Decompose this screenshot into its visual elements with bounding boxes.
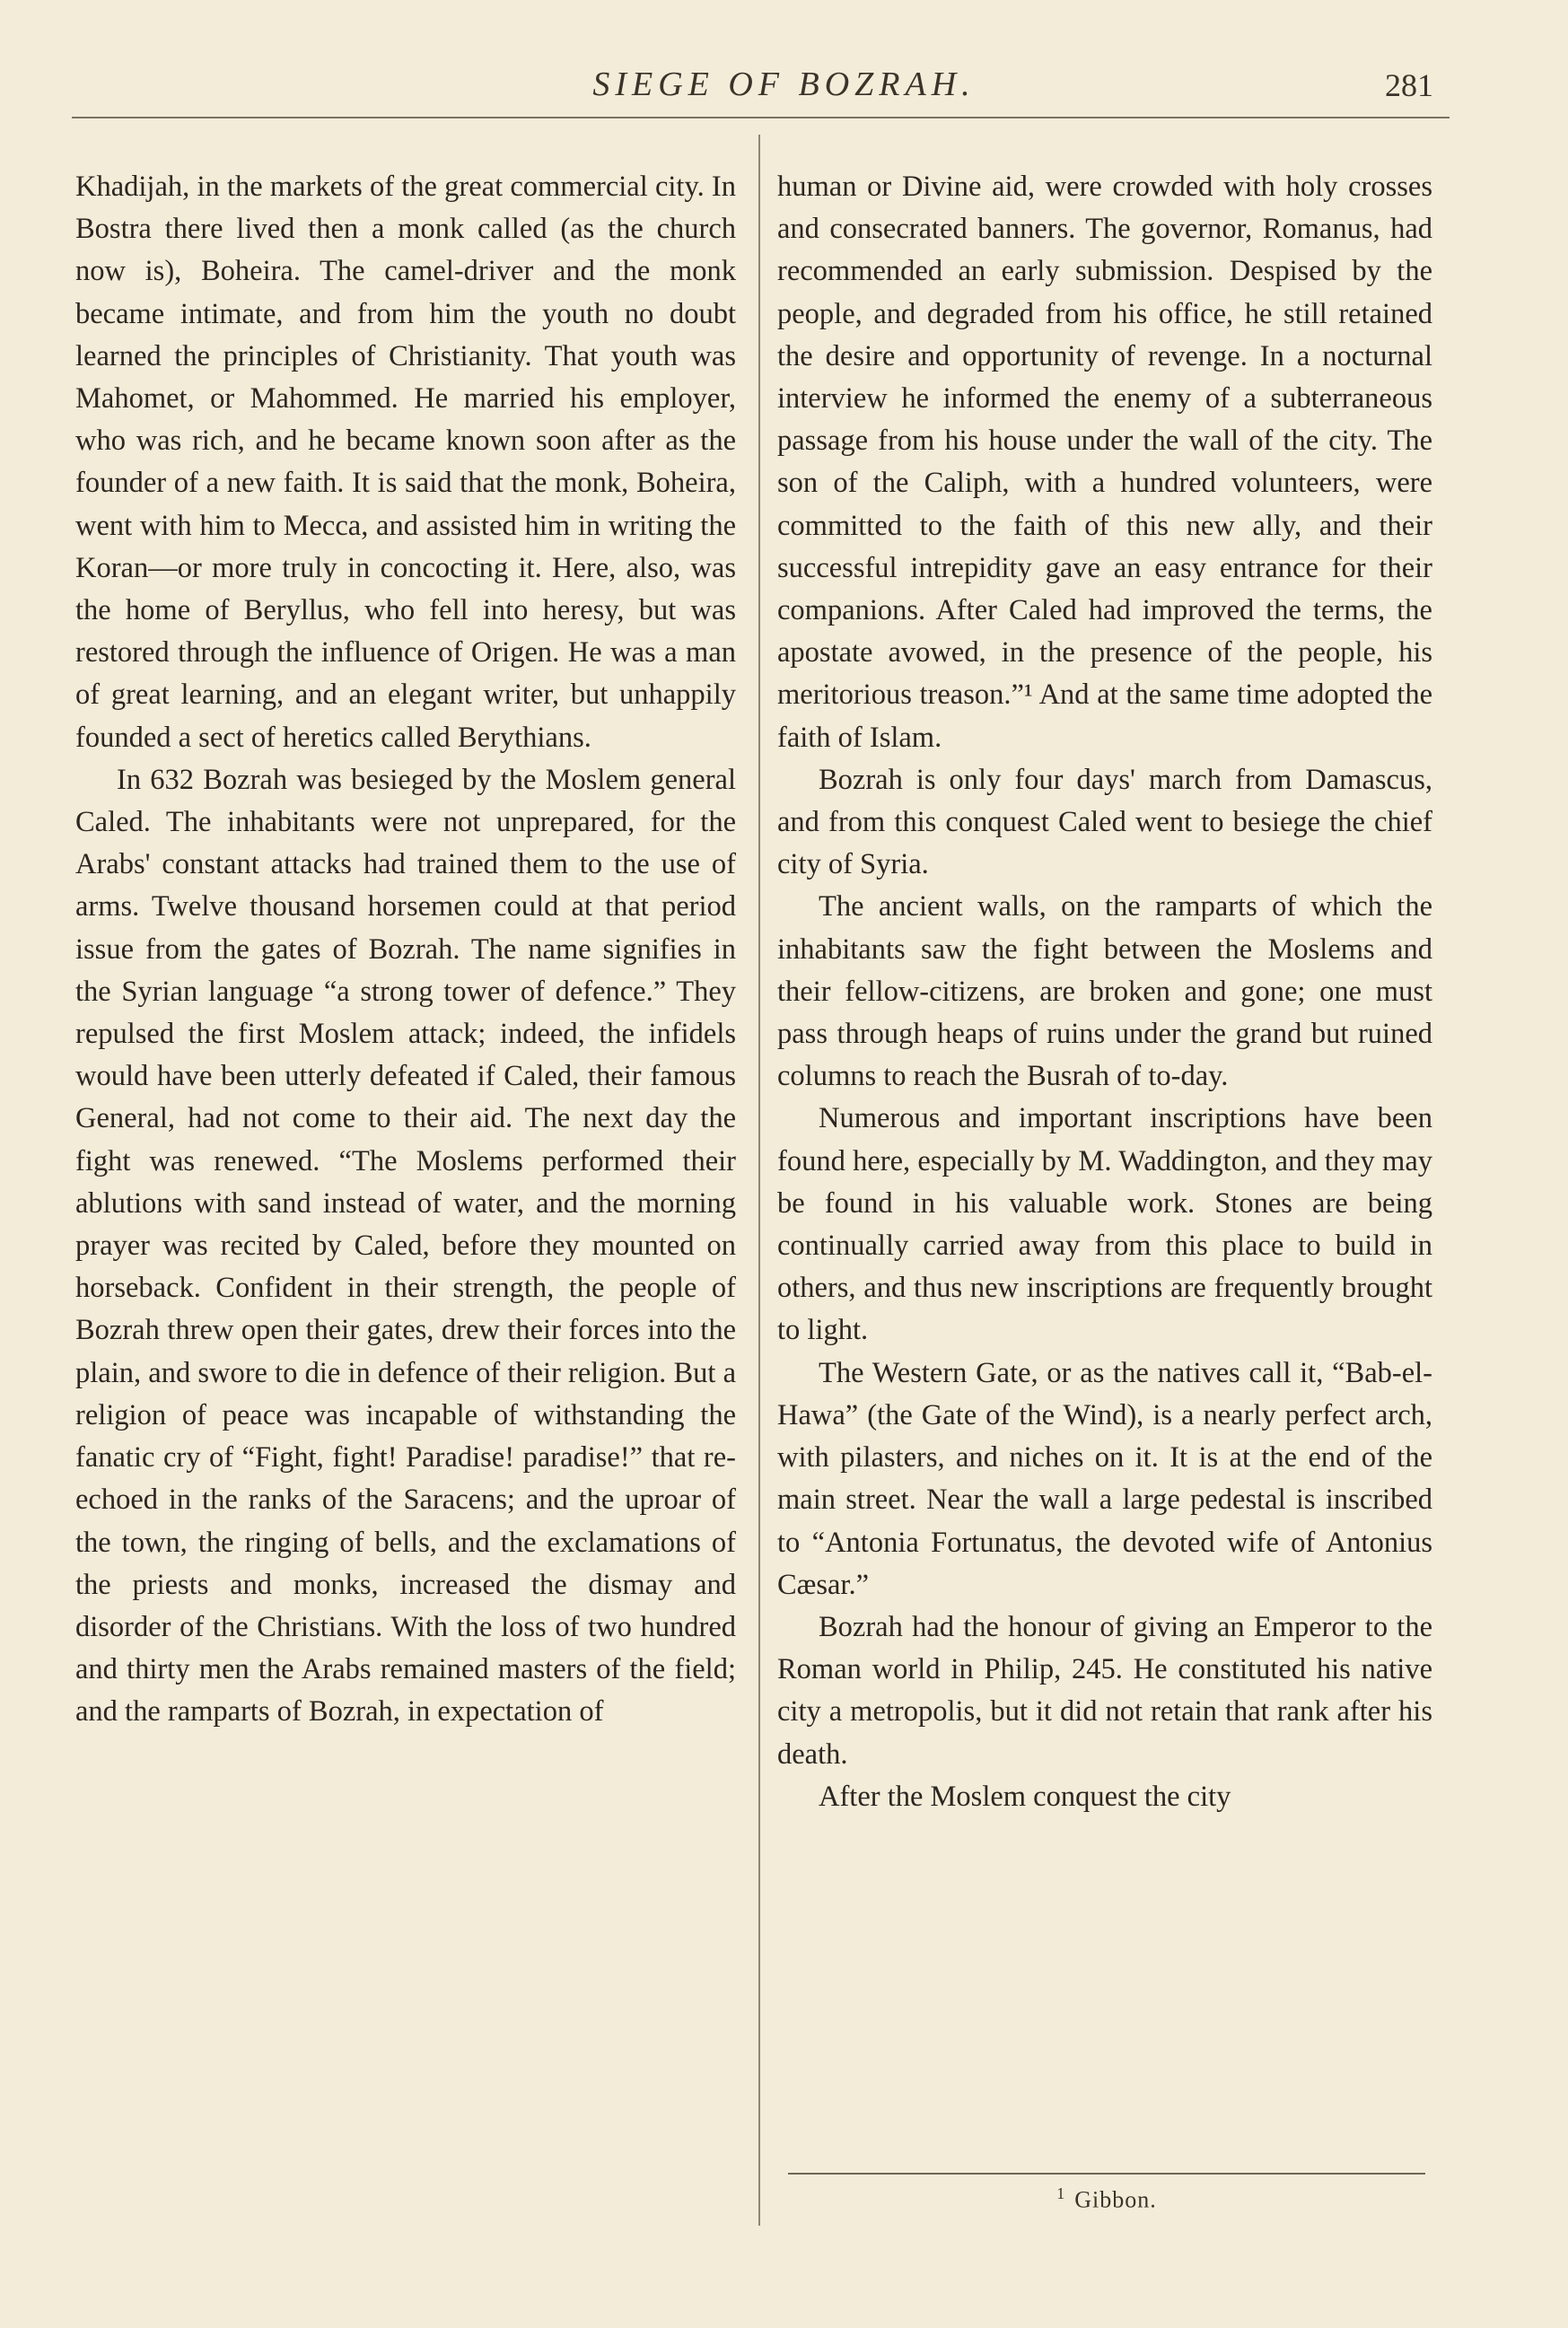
paragraph: Bozrah had the honour of giving an Emperor to the Roman world in Philip, 245. He constituted his native city a metropolis, but it did not retain that rank after his death. (777, 1610, 1432, 1771)
paragraph: Numerous and important inscriptions have been found here, especially by M. Waddington, and they may be found in his valuable work. Stones are being continually carried away from this place to build in others, and thus new inscriptions are frequently brought to light. (777, 1102, 1432, 1347)
left-column (75, 166, 736, 1734)
paragraph: The ancient walls, on the ramparts of which the inhabitants saw the fight between the Moslems and their fellow-citizens, are broken and gone; one must pass through heaps of ruins under the grand but ruined columns to reach the Busrah of to-day. (777, 890, 1432, 1093)
column-divider (758, 135, 760, 2226)
paragraph: Khadijah, in the markets of the great commercial city. In Bostra there lived then a monk called (as the church now is), Boheira. The camel-driver and the monk became intimate, and from him the youth no doubt learned the principles of Christianity. That youth was Mahomet, or Mahommed. He married his employer, who was rich, and he became known soon after as the founder of a new faith. It is said that the monk, Boheira, went with him to Mecca, and assisted him in writing the Koran—or more truly in concocting it. Here, also, was the home of Beryllus, who fell into heresy, but was restored through the influence of Origen. He was a man of great learning, and an elegant writer, but unhappily founded a sect of heretics called Berythians. (75, 171, 736, 754)
header-rule (72, 117, 1450, 118)
footnote-text: Gibbon. (1074, 2186, 1157, 2213)
paragraph: The Western Gate, or as the natives call it, “Bab-el-Hawa” (the Gate of the Wind), is a nearly perfect arch, with pilasters, and niches on it. It is at the end of the main street. Near the wall a large pedestal is inscribed to “Antonia Fortunatus, the devoted wife of Antonius Cæsar.” (777, 1356, 1432, 1601)
footnote (788, 2184, 1425, 2214)
footnote-marker: 1 (1056, 2184, 1066, 2202)
paragraph: In 632 Bozrah was besieged by the Moslem general Caled. The inhabitants were not unprepared, for the Arabs' constant attacks had trained them to the use of arms. Twelve thousand horsemen could at that period issue from the gates of Bozrah. The name signifies in the Syrian language “a strong tower of defence.” They repulsed the first Moslem attack; indeed, the infidels would have been utterly defeated if Caled, their famous General, had not come to their aid. The next day the fight was renewed. “The Moslems performed their ablutions with sand instead of water, and the morning prayer was recited by Caled, before they mounted on horseback. Confident in their strength, the people of Bozrah threw open their gates, drew their forces into the plain, and swore to die in defence of their religion. But a religion of peace was incapable of withstanding the fanatic cry of “Fight, fight! Paradise! paradise!” that re-echoed in the ranks of the Saracens; and the uproar of the town, the ringing of bells, and the exclamations of the priests and monks, increased the dismay and disorder of the Christians. With the loss of two hundred and thirty men the Arabs remained masters of the field; and the ramparts of Bozrah, in expectation of (75, 763, 736, 1728)
right-column (777, 166, 1432, 1818)
paragraph: human or Divine aid, were crowded with holy crosses and consecrated banners. The governor, Romanus, had recommended an early submission. Despised by the people, and degraded from his office, he still retained the desire and opportunity of revenge. In a nocturnal interview he informed the enemy of a subterraneous passage from his house under the wall of the city. The son of the Caliph, with a hundred volunteers, were committed to the faith of this new ally, and their successful intrepidity gave an easy entrance for their companions. After Caled had improved the terms, the apostate avowed, in the presence of the people, his meritorious treason.”¹ And at the same time adopted the faith of Islam. (777, 171, 1432, 754)
running-title: SIEGE OF BOZRAH. (592, 66, 976, 103)
paragraph: Bozrah is only four days' march from Damascus, and from this conquest Caled went to besiege the chief city of Syria. (777, 763, 1432, 881)
page-number: 281 (1385, 67, 1433, 103)
footnote-rule (788, 2173, 1425, 2175)
running-head (0, 65, 1568, 118)
paragraph: After the Moslem conquest the city (819, 1780, 1231, 1813)
